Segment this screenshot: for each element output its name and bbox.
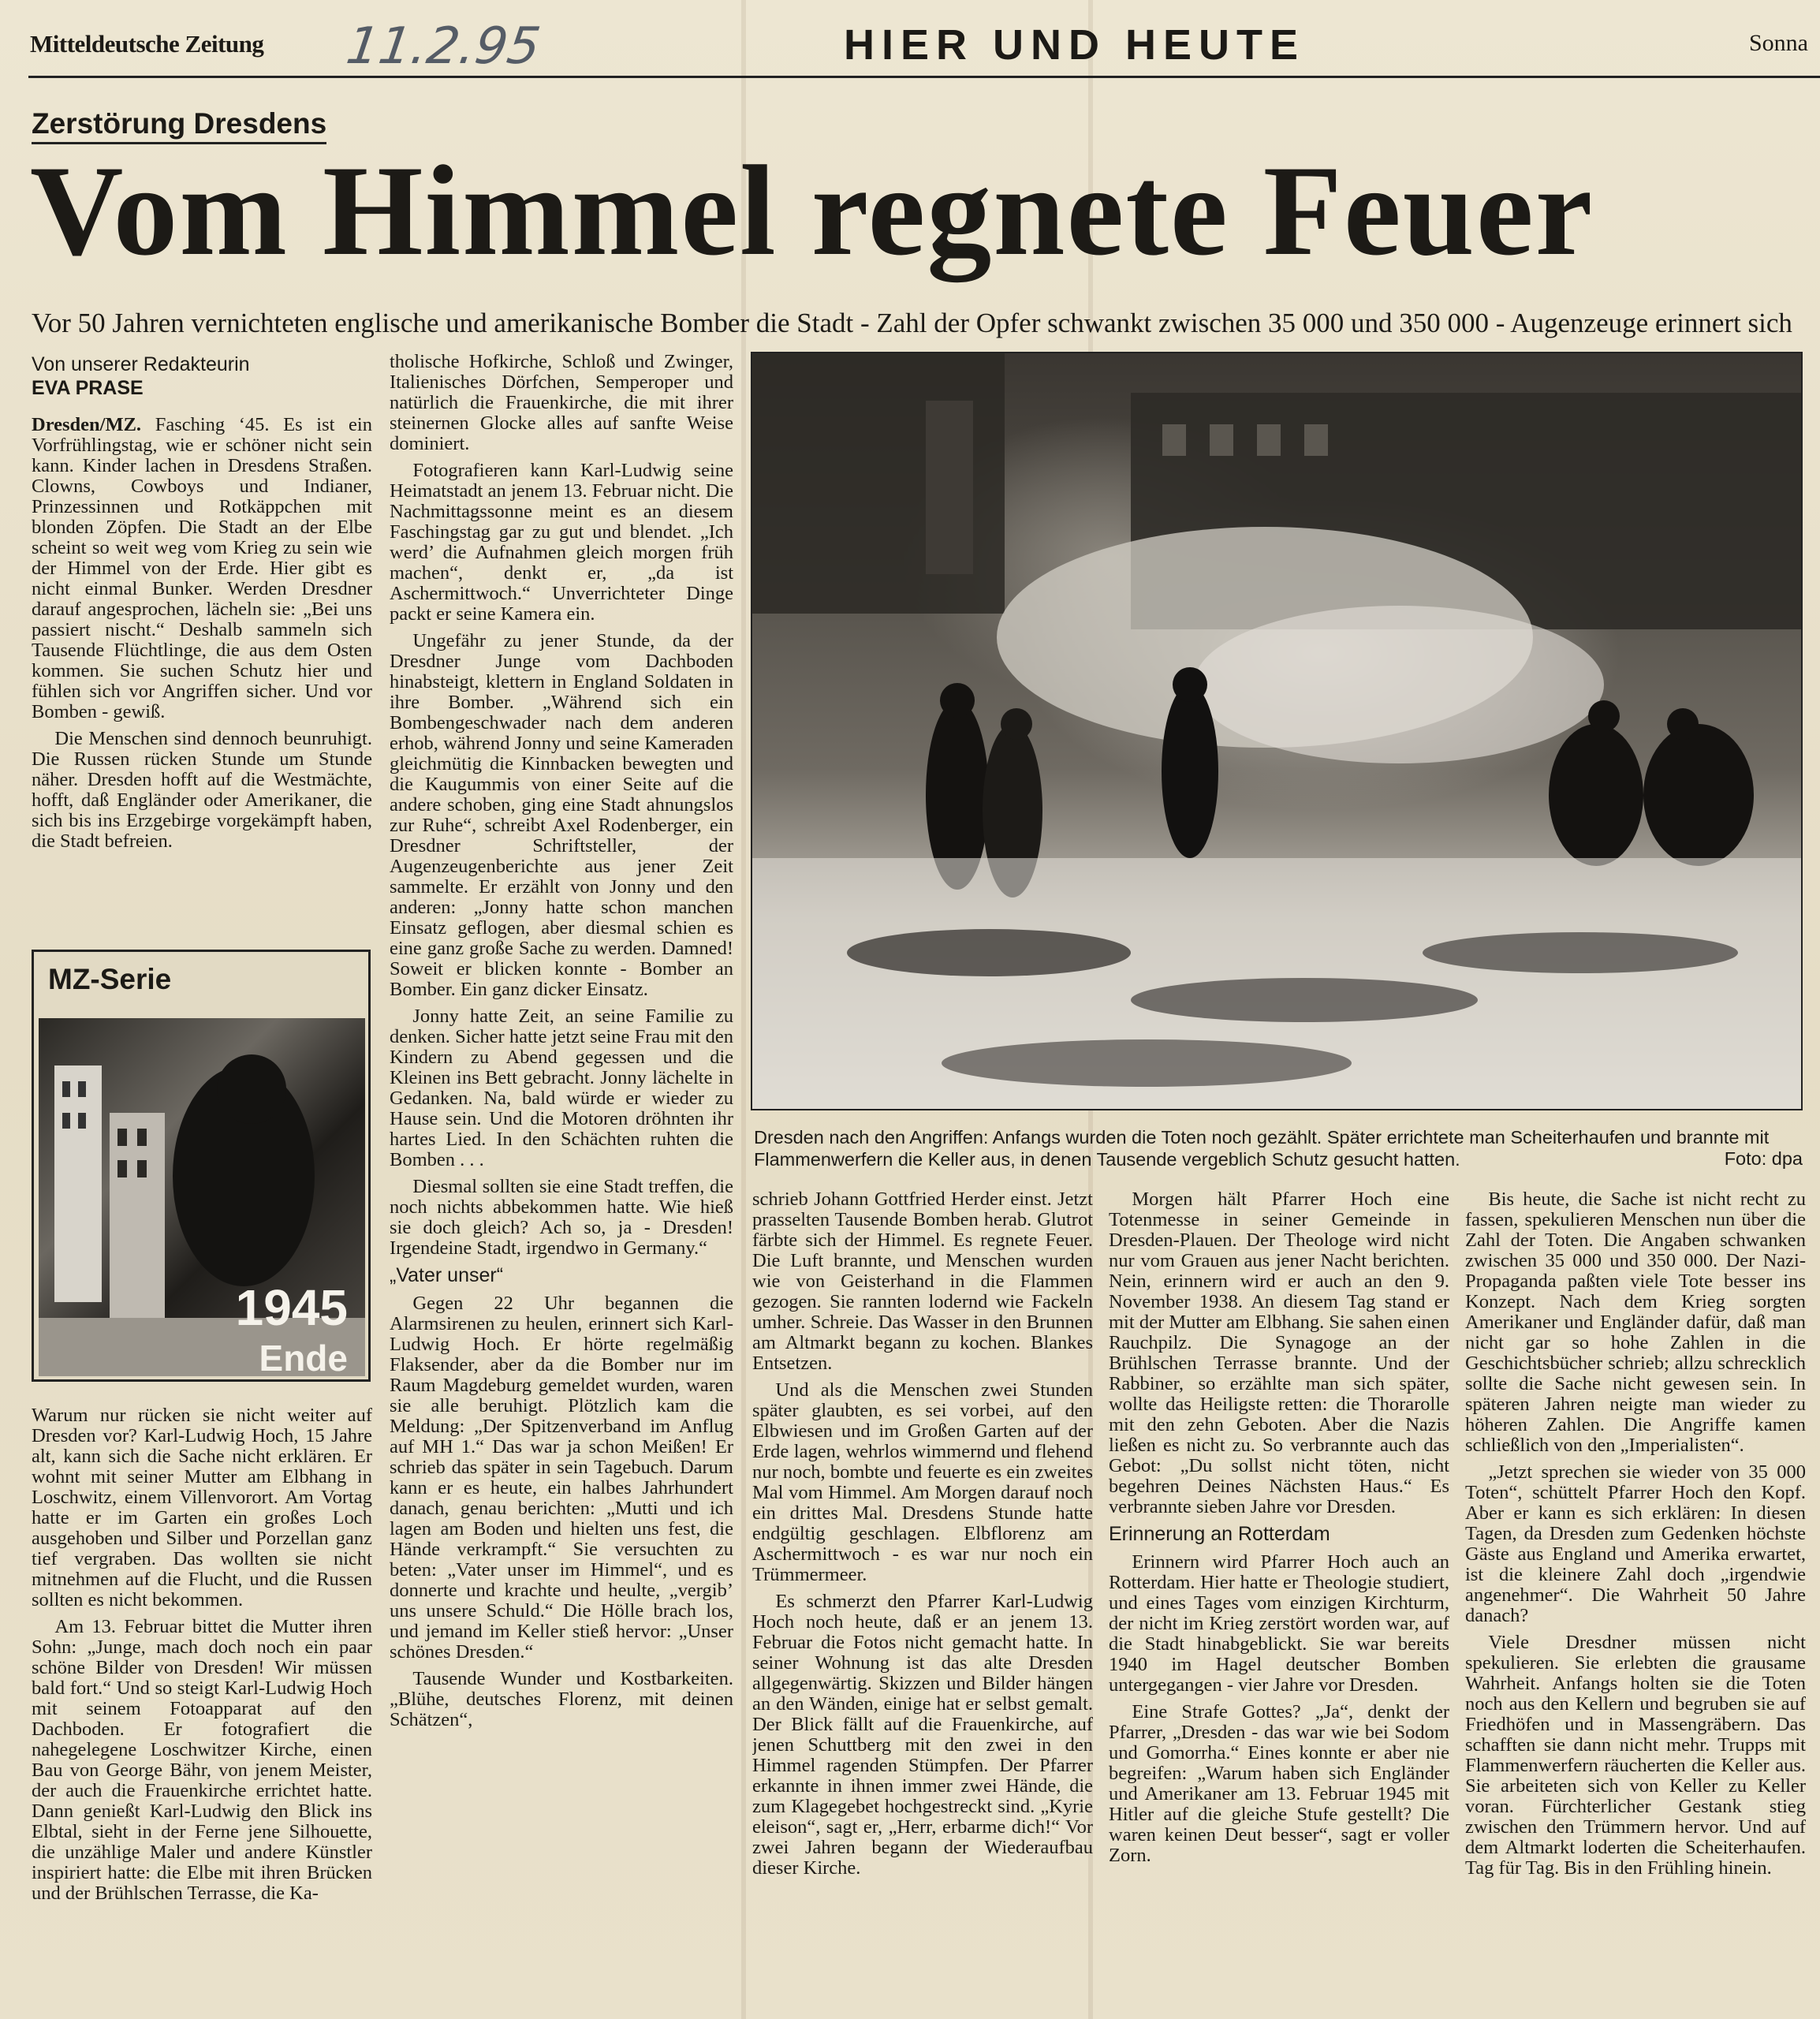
- paragraph: Morgen hält Pfarrer Hoch eine Totenmesse in seiner Gemeinde in Dresden-Plauen. Der Theologe wird nicht nur vom Grauen aus jener Nacht berichten. Nein, erinnern wird er auch an den 9. November 1938. An diesem Tag stand er mit der Mutter am Elbhang. Sie sahen einen Rauchpilz. Die Synagoge an der Brühlschen Terrasse brannte. Und der Rabbiner, so erzählte man sich später, wollte das Heiligste retten: die Thorarolle mit den zehn Geboten. Aber die Nazis ließen es nicht zu. So verbrannte auch das Gebot: „Du sollst nicht töten, nicht begehren Deines Nächsten Haus.“ Es verbrannte sieben Jahre vor Dresden.: [1109, 1189, 1449, 1517]
- article-subhead: Vor 50 Jahren vernichteten englische und amerikanische Bomber die Stadt - Zahl der Opfer schwankt zwischen 35 000 und 350 000 - Augenzeuge erinnert sich: [32, 308, 1792, 338]
- paragraph: Fotografieren kann Karl-Ludwig seine Heimatstadt an jenem 13. Februar nicht. Die Nachmittagssonne meint es an diesem Faschingstag gar zu gut und blendet. „Ich werd’ die Aufnahmen gleich morgen früh machen“, denkt er, „da ist Aschermittwoch.“ Unverrichteter Dinge packt er seine Kamera ein.: [390, 460, 733, 625]
- paragraph: Ungefähr zu jener Stunde, da der Dresdner Junge vom Dachboden hinabsteigt, klettern in England Soldaten in ihre Bomber. „Während sich ein Bombengeschwader nach dem anderen erhob, während Jonny und seine Kameraden gleichmütig die Kinnbacken bewegten und die Kaugummis von einer Seite auf die andere schoben, ging eine Stadt ahnungslos zur Ruhe“, schreibt Axel Rodenberger, ein Dresdner Schriftsteller, der Augenzeugenberichte aus jener Zeit sammelte. Er erzählt von Jonny und den anderen: „Jonny hatte schon manchen Einsatz geflogen, aber diesmal schien es eine ganz große Sache zu werden. Damned! Soweit er blicken konnte - Bomber an Bomber. Ein ganz dicker Einsatz.: [390, 630, 733, 1000]
- series-label: MZ-Serie: [48, 963, 172, 995]
- paragraph: „Jetzt sprechen sie wieder von 35 000 Toten“, schüttelt Pfarrer Hoch den Kopf. Aber er kann es sich erklären: In diesen Tagen, da Dresden zum Gedenken höchste Gäste aus England und Amerika erwartet, ist die kleinere Zahl doch „irgendwie angenehmer“. Die Wahrheit 50 Jahre danach?: [1465, 1461, 1806, 1626]
- weekday: Sonna: [1749, 30, 1808, 56]
- paragraph: Am 13. Februar bittet die Mutter ihren Sohn: „Junge, mach doch noch ein paar schöne Bilder von Dresden! Wir müssen bald fort.“ Und so steigt Karl-Ludwig Hoch mit seinem Fotoapparat auf den Dachboden. Er fotografiert die nahegelegene Loschwitzer Kirche, einen Bau von George Bähr, von jenem Meister, der auch die Frauenkirche errichtet hatte. Dann genießt Karl-Ludwig den Blick ins Elbtal, sieht in der Ferne jene Silhouette, die unzählige Maler und andere Künstler inspiriert hatte: die Elbe mit ihren Brücken und der Brühlschen Terrasse, die Ka-: [32, 1616, 372, 1904]
- paragraph: Eine Strafe Gottes? „Ja“, denkt der Pfarrer, „Dresden - das war wie bei Sodom und Gomorrha.“ Eines konnte er aber nie begreifen: „Warum haben sich Engländer und Amerikaner am 13. Februar 1945 mit Hitler auf die gleiche Stufe gestellt? Die waren keinen Deut besser“, sagt er voller Zorn.: [1109, 1701, 1449, 1866]
- article-column-3: [752, 1189, 1093, 2013]
- paragraph: Warum nur rücken sie nicht weiter auf Dresden vor? Karl-Ludwig Hoch, 15 Jahre alt, kann sich die Sache nicht erklären. Er wohnt mit seiner Mutter am Elbhang in Loschwitz, einem Villenvorort. Am Vortag hatte er im Garten ein großes Loch ausgehoben und Silber und Porzellan ganz tief vergraben. Das wollten sie nicht mitnehmen auf die Flucht, und die Russen sollten es nicht bekommen.: [32, 1405, 372, 1610]
- photo-caption: Dresden nach den Angriffen: Anfangs wurden die Toten noch gezählt. Später errichtete man Scheiterhaufen und brannte mit Flammenwerfern die Keller aus, in denen Tausende vergeblich Schutz gesucht hatten.: [754, 1127, 1770, 1170]
- paragraph: Die Menschen sind dennoch beunruhigt. Die Russen rücken Stunde um Stunde näher. Dresden hofft auf die Westmächte, hofft, daß Engländer oder Amerikaner, die sich bis ins Erzgebirge vorgekämpft haben, die Stadt befreien.: [32, 728, 372, 852]
- article-kicker: Zerstörung Dresdens: [32, 107, 326, 144]
- section-title: HIER UND HEUTE: [844, 21, 1306, 69]
- paragraph: Jonny hatte Zeit, an seine Familie zu denken. Sicher hatte jetzt seine Frau mit den Kindern zu Abend gegessen und die Kleinen ins Bett gebracht. Jonny lächelte in Gedanken. Na, bald würde er wieder zu Hause sein. Und die Motoren dröhnten ihr hartes Lied. In den Schächten ruhten die Bomben . . .: [390, 1006, 733, 1170]
- paragraph: Dresden/MZ. Fasching ‘45. Es ist ein Vorfrühlingstag, wie er schöner nicht sein kann. Kinder lachen in Dresdens Straßen. Clowns, Cowboys und Indianer, Prinzessinnen und Rotkäppchen mit blonden Zöpfen. Die Stadt an der Elbe scheint so weit weg vom Krieg zu sein wie der Himmel von der Erde. Hier gibt es nicht einmal Bunker. Werden Dresdner darauf angesprochen, lächeln sie: „Bei uns passiert nischt.“ Deshalb sammeln sich Tausende Flüchtlinge, die aus dem Osten kommen. Sie suchen Schutz hier und fühlen sich vor Angriffen sicher. Und vor Bomben - gewiß.: [32, 415, 372, 722]
- paragraph: Erinnern wird Pfarrer Hoch auch an Rotterdam. Hier hatte er Theologie studiert, und eines Tages vom einzigen Kirchturm, der nicht im Krieg zerstört worden war, auf die Stadt hinabgeblickt. Sie war bereits 1940 im Hagel deutscher Bomben untergegangen - vier Jahre vor Dresden.: [1109, 1551, 1449, 1696]
- header-rule: [28, 76, 1820, 78]
- handwritten-date: 11.2.95: [342, 17, 544, 76]
- series-image: [39, 1018, 365, 1376]
- subheading: „Vater unser“: [390, 1264, 504, 1286]
- article-column-2: [390, 352, 733, 2013]
- photo-illustration: [752, 353, 1803, 1110]
- paragraph: Und als die Menschen zwei Stunden später glaubten, es sei vorbei, auf den Elbwiesen und im Großen Garten auf der Erde lagen, wehrlos wimmernd und flehend nur noch, bombte und feuerte es ein zweites Mal vom Himmel. Am Morgen darauf noch ein drittes Mal. Dresdens Stunde hatte endgültig geschlagen. Elbflorenz am Aschermittwoch - es war nur noch ein Trümmermeer.: [752, 1379, 1093, 1585]
- paragraph: tholische Hofkirche, Schloß und Zwinger, Italienisches Dörfchen, Semperoper und natürlich die Frauenkirche, die mit ihrer steinernen Glocke alles auf sanfte Weise dominiert.: [390, 352, 733, 454]
- subheading: Erinnerung an Rotterdam: [1109, 1523, 1330, 1545]
- series-title-line: Ende: [259, 1338, 348, 1376]
- dateline: Dresden/MZ.: [32, 415, 142, 435]
- newspaper-name: Mitteldeutsche Zeitung: [30, 30, 264, 58]
- paragraph: Es schmerzt den Pfarrer Karl-Ludwig Hoch noch heute, daß er an jenem 13. Februar die Fotos nicht gemacht hatte. In seiner Wohnung ist das alte Dresden allgegenwärtig. Skizzen und Bilder hängen an den Wänden, einige hat er selbst gemalt. Der Blick fällt auf die Frauenkirche, auf jenen Schuttberg mit den zwei in den Himmel ragenden Stümpfen. Der Pfarrer erkannte in ihnen immer zwei Hände, die zum Klagegebet hochgestreckt sind. „Kyrie eleison“, sagt er, „Herr, erbarme dich!“ Vor zwei Jahren begann der Wiederaufbau dieser Kirche.: [752, 1591, 1093, 1879]
- article-column-1-continued: [32, 1405, 372, 2013]
- byline-name: EVA PRASE: [32, 377, 144, 399]
- series-box: [32, 950, 371, 1382]
- paragraph: Diesmal sollten sie eine Stadt treffen, die noch nichts abbekommen hatte. Wie hieß sie doch gleich? Ach so, ja - Dresden! Irgendeine Stadt, irgendwo in Germany.“: [390, 1176, 733, 1259]
- news-photo: [751, 352, 1803, 1110]
- paper-fold: [741, 0, 746, 2019]
- photo-credit: Foto: dpa: [1724, 1148, 1803, 1169]
- paragraph: Tausende Wunder und Kostbarkeiten. „Blühe, deutsches Florenz, mit deinen Schätzen“,: [390, 1668, 733, 1730]
- paragraph: Bis heute, die Sache ist nicht recht zu fassen, spekulieren Menschen nun über die Zahl der Toten. Die Angaben schwanken zwischen 35 000 und 350 000. Der Nazi-Propaganda paßten viele Tote besser ins Konzept. Nach dem Krieg sorgten Amerikaner und Engländer dafür, daß man nicht gar so hohe Zahlen in die Geschichtsbücher schrieb; allzu schrecklich sollte die Sache nicht gewesen sein. In späteren Jahren neigte man wieder zu höheren Zahlen. Die Angriffe kamen schließlich von den „Imperialisten“.: [1465, 1189, 1806, 1456]
- article-column-1: [32, 415, 372, 935]
- article-column-5: [1465, 1189, 1806, 2013]
- article-column-4: [1109, 1189, 1449, 2013]
- article-headline: Vom Himmel regnete Feuer: [30, 140, 1594, 282]
- series-year: 1945: [235, 1279, 348, 1336]
- paragraph: Gegen 22 Uhr begannen die Alarmsirenen zu heulen, erinnert sich Karl-Ludwig Hoch. Er hörte regelmäßig Flaksender, aber da die Bomber nur im Raum Magdeburg gemeldet wurden, waren sie alle beruhigt. Plötzlich kam die Meldung: „Der Spitzenverband im Anflug auf MH 1.“ Das war ja schon Meißen! Er schrieb das später in sein Tagebuch. Darum kann er es heute, ein halbes Jahrhundert danach, genau berichten: „Mutti und ich lagen am Boden und hielten uns fest, die Hände verkrampft.“ Sie versuchten zu beten: „Vater unser im Himmel“, und es donnerte und krachte und heulte, „vergib’ uns unsere Schuld.“ Die Hölle brach los, und jemand im Keller stieß hervor: „Unser schönes Dresden.“: [390, 1293, 733, 1663]
- byline-intro: Von unserer Redakteurin: [32, 353, 250, 375]
- paragraph: Viele Dresdner müssen nicht spekulieren. Sie erlebten die grausame Wahrheit. Anfangs holten sie die Toten noch aus den Kellern und begruben sie auf Friedhöfen und in Massengräbern. Das schafften sie dann nicht mehr. Trupps mit Flammenwerfern räucherten die Keller aus. Sie arbeiteten sich von Keller zu Keller voran. Fürchterlicher Gestank stieg zwischen den Trümmern hervor. Und auf dem Altmarkt loderten die Scheiterhaufen. Tag für Tag. Bis in den Frühling hinein.: [1465, 1632, 1806, 1879]
- paragraph: schrieb Johann Gottfried Herder einst. Jetzt prasselten Tausende Bomben herab. Glutrot färbte sich der Himmel. Es regnete Feuer. Die Luft brannte, und Menschen wurden wie von Geisterhand in die Flammen gezogen. Sie rannten lodernd wie Fackeln umher. Schreie. Das Wasser in den Brunnen am Altmarkt begann zu kochen. Blankes Entsetzen.: [752, 1189, 1093, 1374]
